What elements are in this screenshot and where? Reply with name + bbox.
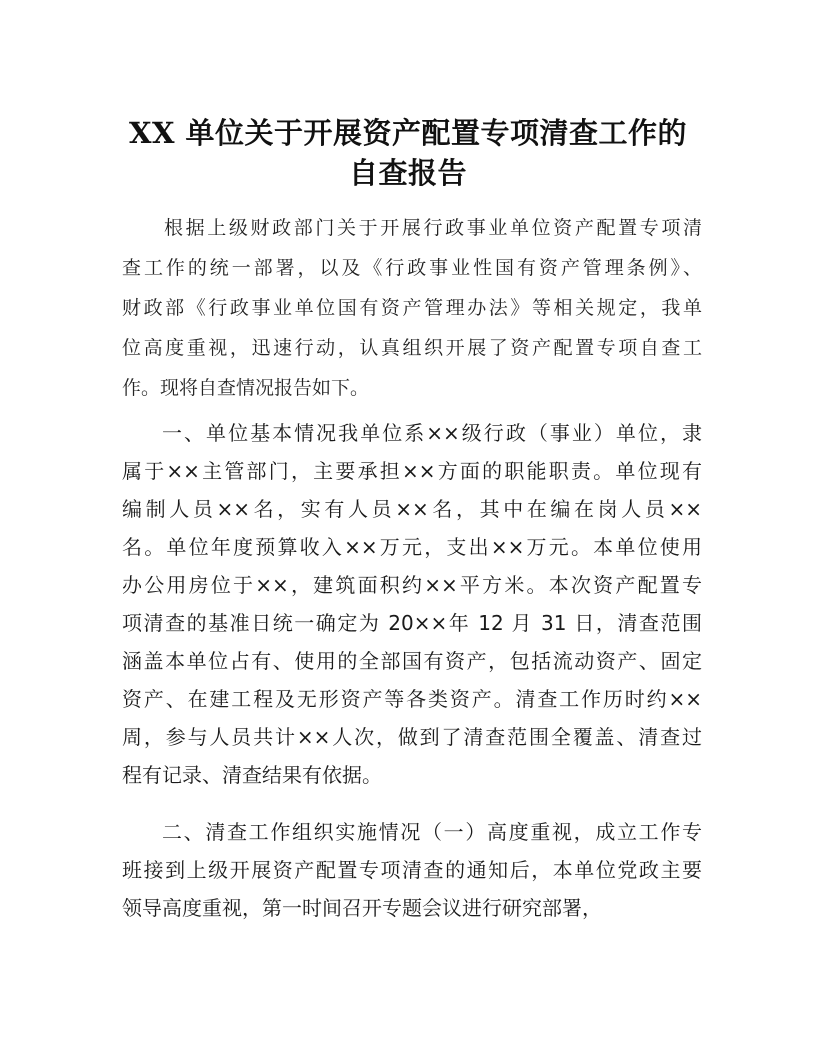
section-2-line: 班接到上级开展资产配置专项清查的通知后，本单位党政主要	[122, 858, 702, 882]
section-1-line: 资产、在建工程及无形资产等各类资产。清查工作历时约××	[122, 687, 702, 711]
section-1-line: 程有记录、清查结果有依据。	[122, 763, 382, 787]
intro-paragraph	[122, 208, 702, 408]
intro-line: 根据上级财政部门关于开展行政事业单位资产配置专项清	[164, 217, 702, 239]
section-2-line: 领导高度重视，第一时间召开专题会议进行研究部署，	[122, 896, 602, 920]
section-1-line: 属于××主管部门，主要承担××方面的职能职责。单位现有	[122, 459, 702, 483]
section-1-line: 周，参与人员共计××人次，做到了清查范围全覆盖、清查过	[122, 725, 702, 749]
section-2-paragraph	[122, 813, 702, 927]
section-1-line: 编制人员××名，实有人员××名，其中在编在岗人员××	[122, 497, 702, 521]
section-1-line: 涵盖本单位占有、使用的全部国有资产，包括流动资产、固定	[122, 649, 702, 673]
section-1-line: 名。单位年度预算收入××万元，支出××万元。本单位使用	[122, 535, 702, 559]
section-1-line: 项清查的基准日统一确定为 20××年 12 月 31 日，清查范围	[122, 611, 702, 635]
intro-line: 财政部《行政事业单位国有资产管理办法》等相关规定，我单	[122, 297, 702, 319]
intro-line: 位高度重视，迅速行动，认真组织开展了资产配置专项自查工	[122, 337, 702, 359]
section-1-paragraph	[122, 414, 702, 794]
intro-line: 作。现将自查情况报告如下。	[122, 377, 370, 399]
section-1-line: 办公用房位于××，建筑面积约××平方米。本次资产配置专	[122, 573, 702, 597]
section-1-line: 一、单位基本情况我单位系××级行政（事业）单位，隶	[162, 421, 702, 445]
document-title-line-1: XX 单位关于开展资产配置专项清查工作的	[128, 116, 688, 150]
section-2-line: 二、清查工作组织实施情况（一）高度重视，成立工作专	[162, 820, 702, 844]
document-title-line-2: 自查报告	[348, 156, 467, 190]
intro-line: 查工作的统一部署，以及《行政事业性国有资产管理条例》、	[122, 257, 702, 279]
